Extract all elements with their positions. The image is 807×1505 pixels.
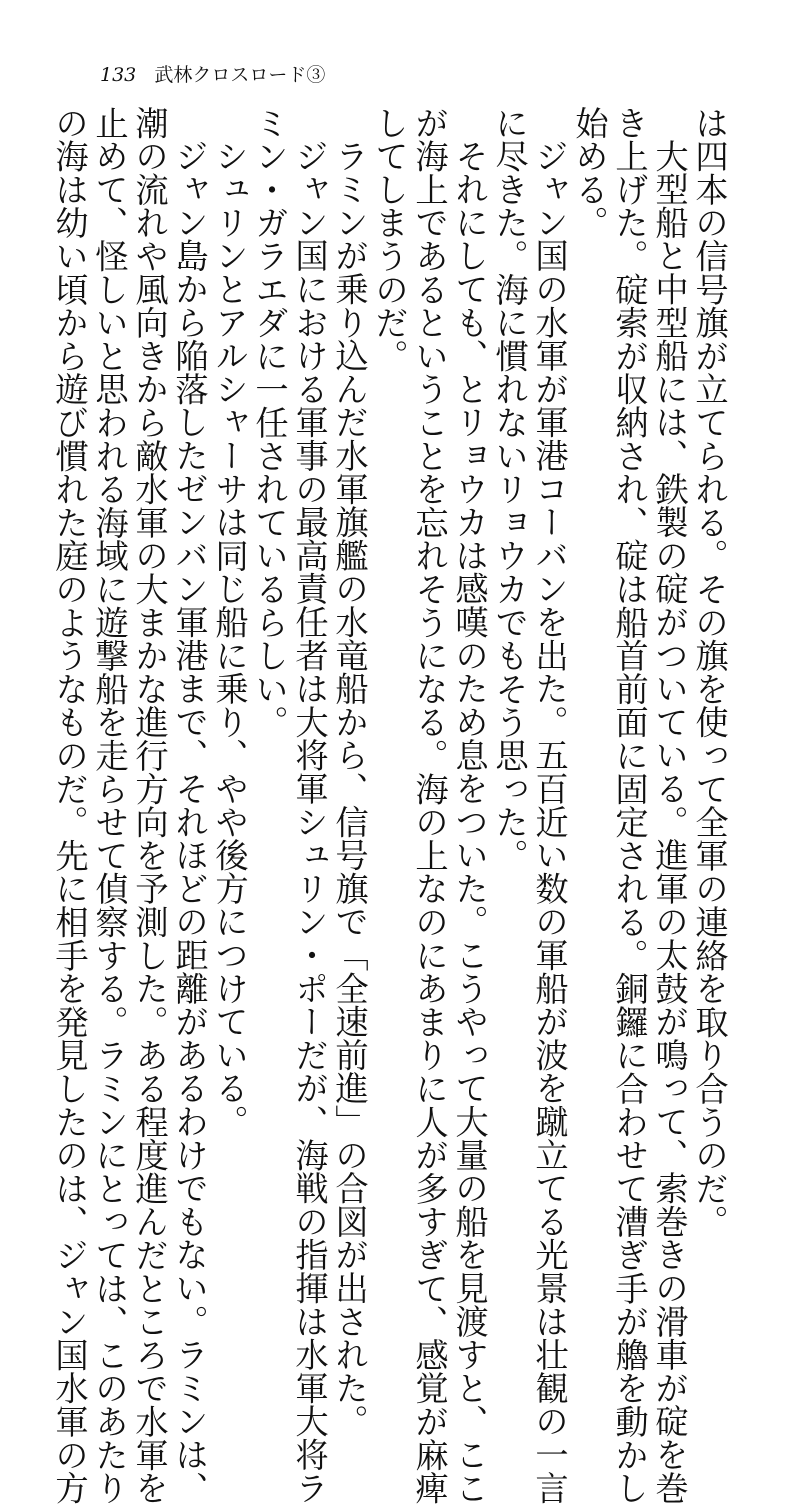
text-line: に尽きた。海に慣れないリョウカでもそう思った。 bbox=[490, 106, 529, 872]
text-line: ジャン国における軍事の最高責任者は大将軍シュリン・ポーだが、海戦の指揮は水軍大将ラ bbox=[290, 139, 329, 1505]
text-line: それにしても、とリョウカは感嘆のため息をついた。こうやって大量の船を見渡すと、ここ bbox=[450, 139, 489, 1505]
running-header bbox=[100, 63, 325, 87]
text-line: ラミンが乗り込んだ水軍旗艦の水竜船から、信号旗で「全速前進」の合図が出された。 bbox=[330, 139, 369, 1438]
text-line: ジャン島から陥落したゼンバン軍港まで、それほどの距離があるわけでもない。ラミンは、 bbox=[170, 139, 209, 1505]
book-title: 武林クロスロード③ bbox=[154, 64, 326, 86]
text-line: してしまうのだ。 bbox=[370, 106, 409, 373]
text-line: 大型船と中型船には、鉄製の碇がついている。進軍の太鼓が鳴って、索巻きの滑車が碇を巻 bbox=[650, 139, 689, 1505]
body-text bbox=[50, 106, 729, 1505]
text-line: の海は幼い頃から遊び慣れた庭のようなものだ。先に相手を発見したのは、ジャン国水軍の方 bbox=[50, 106, 89, 1505]
text-line: ミン・ガラエダに一任されているらしい。 bbox=[250, 106, 289, 739]
text-line: 止めて、怪しいと思われる海域に遊撃船を走らせて偵察する。ラミンにとっては、このあたり bbox=[90, 106, 129, 1505]
text-line: は四本の信号旗が立てられる。その旗を使って全軍の連絡を取り合うのだ。 bbox=[690, 106, 729, 1239]
text-line: き上げた。碇索が収納され、碇は船首前面に固定される。銅鑼に合わせて漕ぎ手が艪を動かし bbox=[610, 106, 649, 1505]
text-line: 始める。 bbox=[570, 106, 609, 240]
page-number: 133 bbox=[100, 64, 137, 86]
text-line: が海上であるということを忘れそうになる。海の上なのにあまりに人が多すぎて、感覚が麻痺 bbox=[410, 106, 449, 1505]
text-line: ジャン国の水軍が軍港コーバンを出た。五百近い数の軍船が波を蹴立てる光景は壮観の一言 bbox=[530, 139, 569, 1505]
text-line: シュリンとアルシャーサは同じ船に乗り、やや後方につけている。 bbox=[210, 139, 249, 1139]
text-line: 潮の流れや風向きから敵水軍の大まかな進行方向を予測した。ある程度進んだところで水軍を bbox=[130, 106, 169, 1505]
